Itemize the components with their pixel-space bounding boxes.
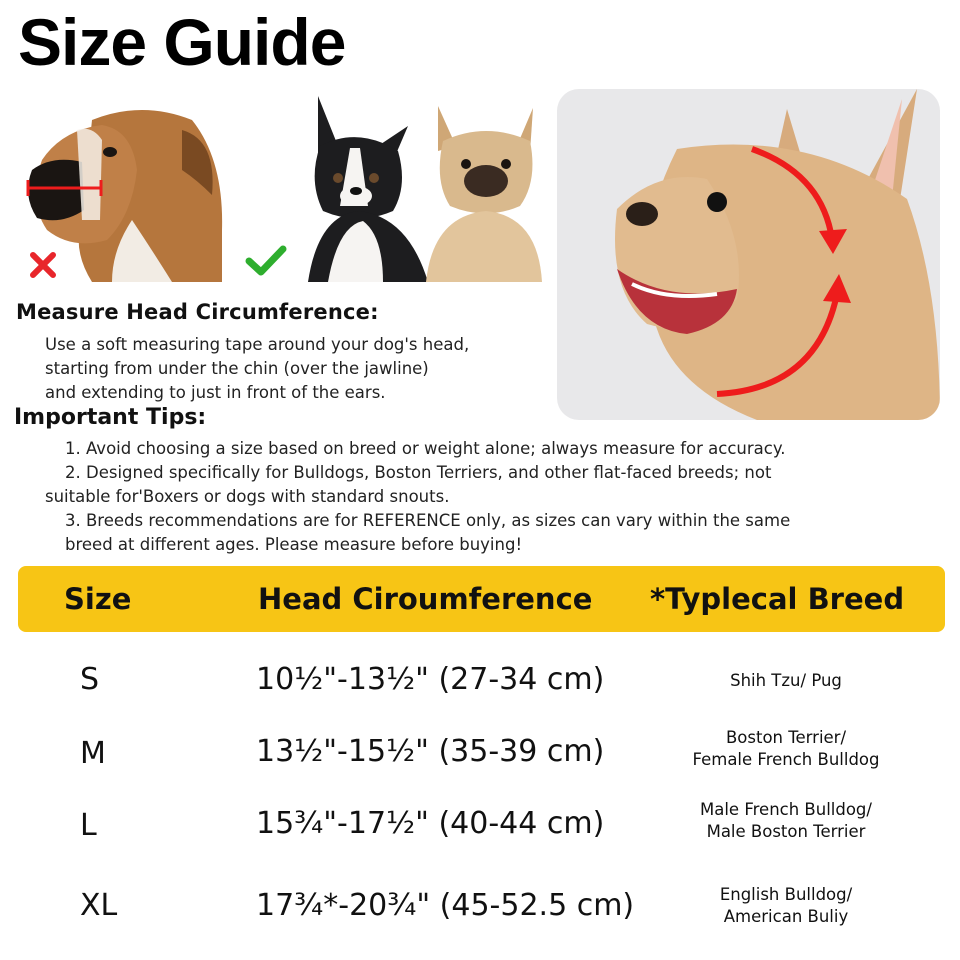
measure-heading: Measure Head Circumference:	[16, 300, 379, 324]
measure-line: and extending to just in front of the ears.	[45, 383, 386, 402]
size-table-header	[18, 566, 945, 632]
table-row	[18, 648, 945, 716]
wrong-x-icon	[28, 250, 58, 280]
tip-line: breed at different ages. Please measure before buying!	[65, 535, 523, 554]
circumference-cell: 15¾"-17½" (40-44 cm)	[256, 806, 605, 841]
circumference-cell: 17¾*-20¾" (45-52.5 cm)	[256, 888, 635, 923]
head-measurement-image	[557, 89, 940, 420]
tips-list	[45, 437, 790, 557]
header-circumference: Head Ciroumference	[258, 582, 593, 616]
tip-line: 3. Breeds recommendations are for REFERENCE only, as sizes can vary within the same	[65, 511, 791, 530]
breed-cell: Boston Terrier/ Female French Bulldog	[692, 728, 880, 769]
page-title: Size Guide	[18, 5, 346, 79]
size-cell: XL	[80, 888, 118, 923]
size-cell: S	[80, 662, 100, 697]
correct-check-icon	[244, 244, 288, 278]
measure-instructions	[45, 333, 469, 405]
breed-cell: Male French Bulldog/ Male Boston Terrier	[700, 800, 872, 841]
tip-line: 2. Designed specifically for Bulldogs, Boston Terriers, and other flat-faced breeds; not	[65, 463, 772, 482]
table-row	[18, 720, 945, 788]
header-breed: *Typlecal Breed	[650, 582, 905, 616]
table-row	[18, 792, 945, 860]
size-cell: L	[80, 808, 97, 843]
circumference-cell: 10½"-13½" (27-34 cm)	[256, 662, 605, 697]
size-cell: M	[80, 736, 106, 771]
tip-line: suitable for'Boxers or dogs with standard snouts.	[45, 487, 450, 506]
table-row	[18, 874, 945, 942]
tip-line: 1. Avoid choosing a size based on breed or weight alone; always measure for accuracy.	[65, 439, 786, 458]
tips-heading: Important Tips:	[14, 405, 207, 430]
circumference-cell: 13½"-15½" (35-39 cm)	[256, 734, 605, 769]
breed-cell: English Bulldog/ American Buliy	[719, 885, 853, 926]
measure-line: starting from under the chin (over the jawline)	[45, 359, 429, 378]
measure-line: Use a soft measuring tape around your dog's head,	[45, 335, 470, 354]
breed-cell: Shih Tzu/ Pug	[730, 671, 842, 690]
flat-faced-dogs-image	[298, 86, 542, 282]
header-size: Size	[64, 582, 132, 616]
